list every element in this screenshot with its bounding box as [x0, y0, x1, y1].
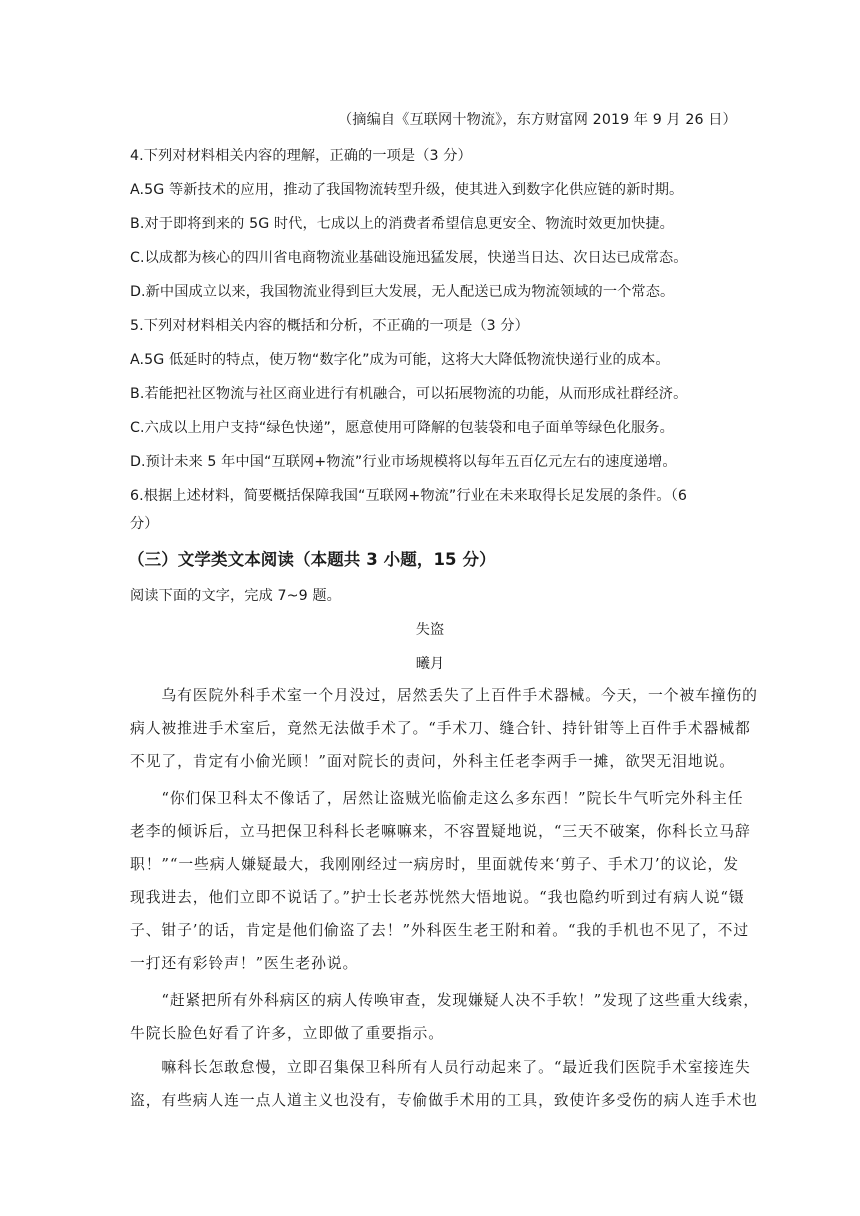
- story-line: 盗，有些病人连一点人道主义也没有，专偷做手术用的工具，致使许多受伤的病人连手术也: [130, 1092, 758, 1109]
- reading-instruction: 阅读下面的文字，完成 7~9 题。: [130, 588, 341, 604]
- story-author: 曦月: [415, 656, 445, 672]
- story-line: 病人被推进手术室后，竟然无法做手术了。“手术刀、缝合针、持针钳等上百件手术器械都: [130, 720, 751, 737]
- story-line: 乌有医院外科手术室一个月没过，居然丢失了上百件手术器械。今天，一个被车撞伤的: [130, 687, 758, 704]
- story-line: “你们保卫科太不像话了，居然让盗贼光临偷走这么多东西！”院长牛气听完外科主任: [130, 790, 744, 807]
- story-line: 一打还有彩铃声！”医生老孙说。: [130, 955, 359, 972]
- story-line: 老李的倾诉后，立马把保卫科科长老嘛嘛来，不容置疑地说，“三天不破案，你科长立马辞: [130, 823, 751, 840]
- question-6-line-2: 分）: [130, 516, 159, 532]
- story-line: 职！”“一些病人嫌疑最大，我刚刚经过一病房时，里面就传来‘剪子、手术刀’的议论，发: [130, 856, 739, 873]
- question-5-option-d: D.预计未来 5 年中国“互联网+物流”行业市场规模将以每年五百亿元左右的速度递增。: [130, 454, 677, 470]
- question-4-stem: 4.下列对材料相关内容的理解，正确的一项是（3 分）: [130, 148, 472, 164]
- story-line: 牛院长脸色好看了许多，立即做了重要指示。: [130, 1025, 444, 1042]
- story-line: 子、钳子’的话，肯定是他们偷盗了去！”外科医生老王附和着。“我的手机也不见了，不过: [130, 922, 750, 939]
- question-6-line-1: 6.根据上述材料，简要概括保障我国“互联网+物流”行业在未来取得长足发展的条件。（6: [130, 488, 688, 504]
- question-5-option-b: B.若能把社区物流与社区商业进行有机融合，可以拓展物流的功能，从而形成社群经济。: [130, 386, 688, 402]
- section-heading: （三）文学类文本阅读（本题共 3 小题，15 分）: [128, 550, 496, 569]
- question-5-option-a: A.5G 低延时的特点，使万物“数字化”成为可能，这将大大降低物流快递行业的成本。: [130, 352, 670, 368]
- question-4-option-a: A.5G 等新技术的应用，推动了我国物流转型升级，使其进入到数字化供应链的新时期。: [130, 182, 684, 198]
- story-line: 现我进去，他们立即不说话了。”护士长老苏恍然大悟地说。“我也隐约听到过有病人说“镊: [130, 889, 745, 906]
- source-citation: （摘编自《互联网十物流》，东方财富网 2019 年 9 月 26 日）: [338, 112, 737, 128]
- question-5-option-c: C.六成以上用户支持“绿色快递”，愿意使用可降解的包装袋和电子面单等绿色化服务。: [130, 420, 674, 436]
- question-4-option-d: D.新中国成立以来，我国物流业得到巨大发展，无人配送已成为物流领域的一个常态。: [130, 284, 675, 300]
- story-line: 不见了，肯定有小偷光顾！”面对院长的责问，外科主任老李两手一摊，欲哭无泪地说。: [130, 753, 735, 770]
- story-line: 嘛科长怎敢怠慢，立即召集保卫科所有人员行动起来了。“最近我们医院手术室接连失: [130, 1059, 751, 1076]
- question-5-stem: 5.下列对材料相关内容的概括和分析，不正确的一项是（3 分）: [130, 318, 529, 334]
- question-4-option-c: C.以成都为核心的四川省电商物流业基础设施迅猛发展，快递当日达、次日达已成常态。: [130, 250, 688, 266]
- question-4-option-b: B.对于即将到来的 5G 时代，七成以上的消费者希望信息更安全、物流时效更加快捷。: [130, 216, 674, 232]
- story-title: 失盗: [415, 622, 445, 638]
- story-line: “赶紧把所有外科病区的病人传唤审查，发现嫌疑人决不手软！”发现了这些重大线索，: [130, 992, 760, 1009]
